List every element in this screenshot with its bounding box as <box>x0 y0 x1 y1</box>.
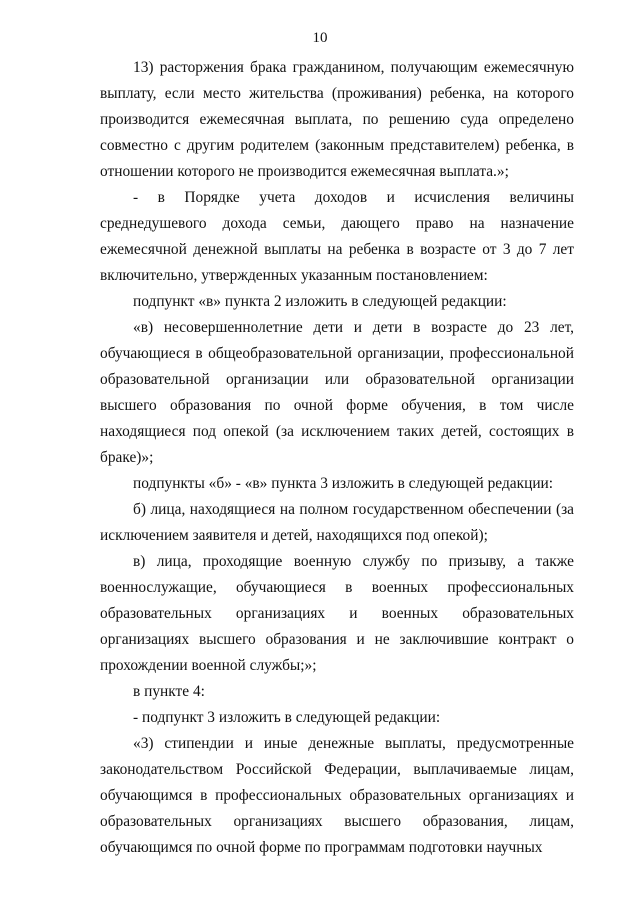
paragraph-military-service: в) лица, проходящие военную службу по призыву, а также военнослужащие, обучающиеся в военных профессиональных образовательных организациях и военных образовательных организациях высшего образования и не заключившие контракт о прохождении военной службы;»; <box>100 553 574 674</box>
page-number: 10 <box>312 30 328 46</box>
document-body <box>100 55 574 861</box>
paragraph-point-4: в пункте 4: <box>133 683 205 700</box>
paragraph-minors-students: «в) несовершеннолетние дети и дети в возрасте до 23 лет, обучающиеся в общеобразовательной организации, профессиональной образовательной организации или образовательной организации высшего образования по очной форме обучения, в том числе находящиеся под опекой (за исключением таких детей, состоящих в браке)»; <box>100 319 574 466</box>
paragraph-state-support: б) лица, находящиеся на полном государственном обеспечении (за исключением заявителя и детей, находящихся под опекой); <box>100 501 574 544</box>
paragraph-subpoints-b-v-point-3: подпункты «б» - «в» пункта 3 изложить в следующей редакции: <box>133 475 554 492</box>
paragraph-item-13: 13) расторжения брака гражданином, получающим ежемесячную выплату, если место жительства (проживания) ребенка, на которого производится ежемесячная выплата, по решению суда определено совместно с другим родителем (законным представителем) ребенка, в отношении которого не производится ежемесячная выплата.»; <box>100 59 574 180</box>
paragraph-income-procedure: - в Порядке учета доходов и исчисления величины среднедушевого дохода семьи, дающего право на назначение ежемесячной денежной выплаты на ребенка в возрасте от 3 до 7 лет включительно, утвержденных указанным постановлением: <box>100 189 574 284</box>
paragraph-subpoint-v-point-2: подпункт «в» пункта 2 изложить в следующей редакции: <box>133 293 507 310</box>
paragraph-subpoint-3: - подпункт 3 изложить в следующей редакции: <box>133 709 441 726</box>
paragraph-scholarships: «3) стипендии и иные денежные выплаты, предусмотренные законодательством Российской Федерации, выплачиваемые лицам, обучающимся в профессиональных образовательных организациях и образовательных организациях высшего образования, лицам, обучающимся по очной форме по программам подготовки научных <box>100 735 574 856</box>
